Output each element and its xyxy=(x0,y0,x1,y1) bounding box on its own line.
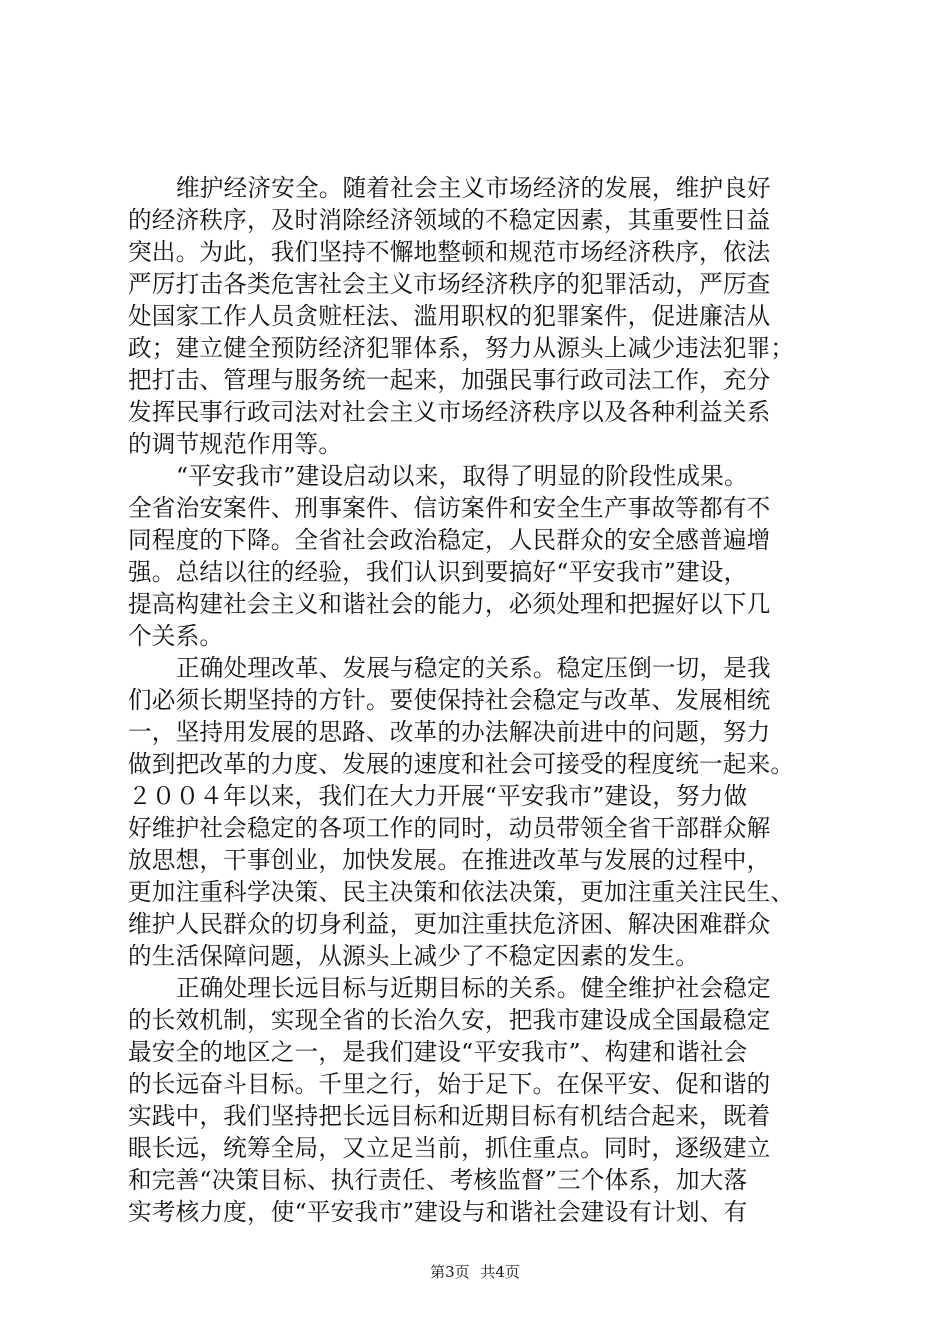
text-line: 们必须长期坚持的方针。要使保持社会稳定与改革、发展相统 xyxy=(128,686,771,714)
text-line: 的长远奋斗目标。千里之行，始于足下。在保平安、促和谐的 xyxy=(128,1070,771,1098)
text-line: “平安我市”建设启动以来，取得了明显的阶段性成果。 xyxy=(176,462,748,490)
page-number: 第3页 xyxy=(430,1263,470,1281)
text-line: 的调节规范作用等。 xyxy=(128,430,343,458)
text-line: 政；建立健全预防经济犯罪体系，努力从源头上减少违法犯罪； xyxy=(128,334,795,362)
text-line: 和完善“决策目标、执行责任、考核监督”三个体系，加大落 xyxy=(128,1166,748,1194)
text-line: 把打击、管理与服务统一起来，加强民事行政司法工作，充分 xyxy=(128,366,771,394)
page-total: 共4页 xyxy=(480,1263,520,1281)
text-line: 处国家工作人员贪赃枉法、滥用职权的犯罪案件，促进廉洁从 xyxy=(128,302,771,330)
text-line: 正确处理长远目标与近期目标的关系。健全维护社会稳定 xyxy=(176,974,771,1002)
text-line: 做到把改革的力度、发展的速度和社会可接受的程度统一起来。 xyxy=(128,750,795,778)
text-line: 提高构建社会主义和谐社会的能力，必须处理和把握好以下几 xyxy=(128,590,771,618)
text-line: 严厉打击各类危害社会主义市场经济秩序的犯罪活动，严厉查 xyxy=(128,270,771,298)
text-line: 放思想，干事创业，加快发展。在推进改革与发展的过程中， xyxy=(128,846,771,874)
text-line: 强。总结以往的经验，我们认识到要搞好“平安我市”建设， xyxy=(128,558,748,586)
text-line: 实考核力度，使“平安我市”建设与和谐社会建设有计划、有 xyxy=(128,1198,748,1226)
text-line: ２００４年以来，我们在大力开展“平安我市”建设，努力做 xyxy=(128,782,748,810)
text-line: 的长效机制，实现全省的长治久安，把我市建设成全国最稳定 xyxy=(128,1006,771,1034)
text-line: 好维护社会稳定的各项工作的同时，动员带领全省干部群众解 xyxy=(128,814,771,842)
text-line: 的经济秩序，及时消除经济领域的不稳定因素，其重要性日益 xyxy=(128,206,771,234)
text-line: 维护人民群众的切身利益，更加注重扶危济困、解决困难群众 xyxy=(128,910,771,938)
text-line: 突出。为此，我们坚持不懈地整顿和规范市场经济秩序，依法 xyxy=(128,238,771,266)
text-line: 正确处理改革、发展与稳定的关系。稳定压倒一切，是我 xyxy=(176,654,771,682)
text-line: 的生活保障问题，从源头上减少了不稳定因素的发生。 xyxy=(128,942,700,970)
document-body xyxy=(128,172,833,1228)
text-line: 更加注重科学决策、民主决策和依法决策，更加注重关注民生、 xyxy=(128,878,795,906)
text-line: 同程度的下降。全省社会政治稳定，人民群众的安全感普遍增 xyxy=(128,526,771,554)
text-line: 全省治安案件、刑事案件、信访案件和安全生产事故等都有不 xyxy=(128,494,771,522)
text-line: 实践中，我们坚持把长远目标和近期目标有机结合起来，既着 xyxy=(128,1102,771,1130)
text-line: 最安全的地区之一，是我们建设“平安我市”、构建和谐社会 xyxy=(128,1038,748,1066)
text-line: 维护经济安全。随着社会主义市场经济的发展，维护良好 xyxy=(176,174,771,202)
text-line: 一，坚持用发展的思路、改革的办法解决前进中的问题，努力 xyxy=(128,718,771,746)
text-line: 眼长远，统筹全局，又立足当前，抓住重点。同时，逐级建立 xyxy=(128,1134,771,1162)
text-line: 发挥民事行政司法对社会主义市场经济秩序以及各种利益关系 xyxy=(128,398,771,426)
text-line: 个关系。 xyxy=(128,622,224,650)
page-footer xyxy=(0,1262,950,1282)
